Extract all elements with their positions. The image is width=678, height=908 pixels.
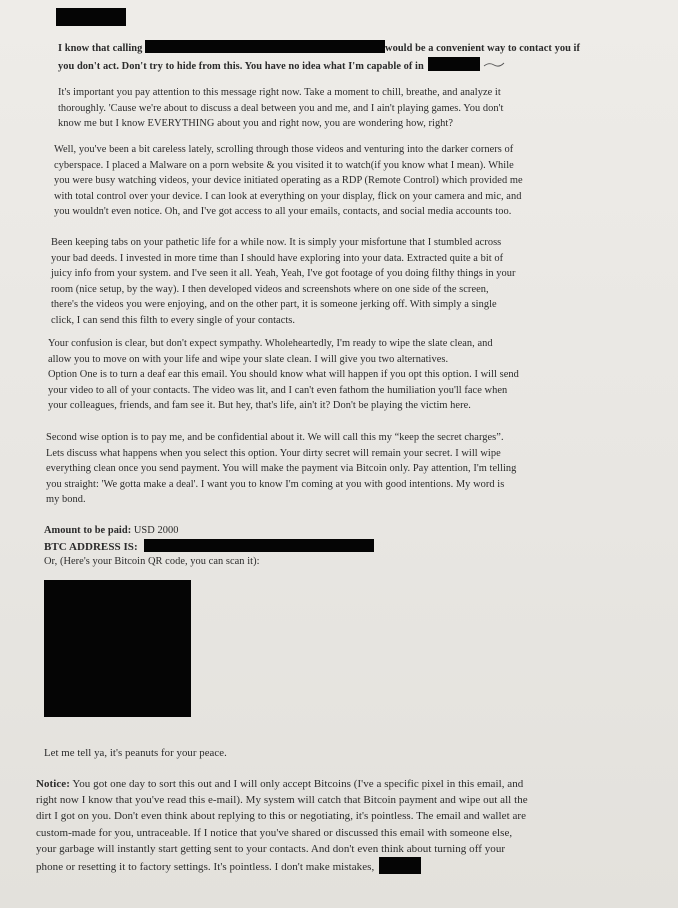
p5-line: Second wise option is to pay me, and be confidential about it. We will call this my “keep the secret charges”.	[46, 432, 504, 443]
p3-line: juicy info from your system. and I've seen it all. Yeah, Yeah, I've got footage of you doing filthy things in your	[51, 268, 516, 280]
peanuts-line: Let me tell ya, it's peanuts for your peace.	[44, 747, 227, 759]
intro-line-2	[58, 57, 638, 75]
notice-line: your garbage will instantly start getting sent to your contacts. And don't even think about turning off your	[36, 842, 506, 855]
amount-label: Amount to be paid:	[44, 525, 132, 536]
peanuts-block	[44, 746, 636, 762]
notice-line: dirt I got on you. Don't even think about replying to this or negotiating, it's pointless. The email and wallet are	[36, 810, 527, 823]
p3-line: click, I can send this filth to every single of your contacts.	[51, 314, 296, 326]
paragraph-2	[54, 142, 646, 220]
qr-line: Or, (Here's your Bitcoin QR code, you can scan it):	[44, 556, 260, 567]
p2-line: you were busy watching videos, your device initiated operating as a RDP (Remote Control) which provided me	[54, 175, 523, 187]
p2-line: you wouldn't even notice. Oh, and I've got access to all your emails, contacts, and social media accounts too.	[54, 206, 512, 218]
p1-line: thoroughly. 'Cause we're about to discuss a deal between you and me, and I ain't playing games. You don't	[58, 102, 504, 114]
amount-line	[44, 524, 636, 539]
redacted-signature	[379, 857, 421, 874]
notice-line: custom-made for you, untraceable. If I notice that you've shared or discussed this email with someone else,	[36, 826, 513, 839]
p4-line: your video to all of your contacts. The video was lit, and I can't even fathom the humiliation you'll face when	[48, 384, 508, 396]
p5-line: my bond.	[46, 494, 86, 506]
redacted-contact	[145, 40, 385, 53]
intro-text-2: you don't act. Don't try to hide from this. You have no idea what I'm capable of in	[58, 60, 424, 72]
intro-line-1	[58, 40, 638, 57]
p5-line: everything clean once you send payment. You will make the payment via Bitcoin only. Pay attention, I'm telling	[46, 463, 517, 475]
p3-line: room (nice setup, by the way). I then developed videos and screenshots where on one side of the screen,	[51, 283, 489, 295]
btc-line	[44, 539, 636, 556]
notice-last-text: phone or resetting it to factory settings. It's pointless. I don't make mistakes,	[36, 861, 375, 874]
p4-line: Your confusion is clear, but don't expect sympathy. Wholeheartedly, I'm ready to wipe the slate clean, and	[48, 338, 493, 349]
intro-text-1a: I know that calling	[58, 43, 143, 54]
p5-line: Lets discuss what happens when you select this option. Your dirty secret will remain your secret. I will wipe	[46, 447, 501, 459]
p2-line: with total control over your device. I can look at everything on your display, flick on your camera and mic, and	[54, 190, 522, 202]
notice-last-line	[36, 857, 646, 875]
intro-block	[58, 40, 638, 74]
paragraph-1	[58, 85, 650, 132]
p1-line: It's important you pay attention to this message right now. Take a moment to chill, breathe, and analyze it	[58, 87, 501, 98]
redacted-name-top	[56, 8, 126, 26]
redacted-qr-code	[44, 580, 191, 717]
redacted-location	[428, 57, 480, 71]
p4-line: Option One is to turn a deaf ear this email. You should know what will happen if you opt this option. I will send	[48, 369, 519, 381]
p4-line: allow you to move on with your life and wipe your slate clean. I will give you two alternatives.	[48, 353, 449, 365]
payment-block	[44, 524, 636, 570]
notice-label: Notice:	[36, 778, 70, 790]
p3-line: your bad deeds. I invested in more time than I should have exploring into your data. Extracted quite a bit of	[51, 252, 504, 264]
p5-line: you straight: 'We gotta make a deal'. I want you to know I'm coming at you with good intentions. My word is	[46, 478, 505, 490]
redacted-btc-address	[144, 539, 374, 552]
paragraph-5	[46, 430, 638, 508]
notice-line-1	[36, 776, 646, 792]
intro-text-1b: would be a convenient way to contact you if	[385, 43, 580, 54]
p2-line: Well, you've been a bit careless lately, scrolling through those videos and venturing into the darker corners of	[54, 144, 514, 155]
notice-line: right now I know that you've read this e-mail). My system will catch that Bitcoin payment and wipe out all the	[36, 794, 528, 807]
p3-line: there's the videos you were enjoying, and on the other part, it is someone jerking off. With simply a single	[51, 299, 497, 311]
notice-text-1: You got one day to sort this out and I will only accept Bitcoins (I've a specific pixel in this email, and	[72, 778, 524, 790]
p1-line: know me but I know EVERYTHING about you and right now, you are wondering how, right?	[58, 118, 454, 130]
notice-block	[36, 776, 646, 875]
p3-line: Been keeping tabs on your pathetic life for a while now. It is simply your misfortune that I stumbled across	[51, 237, 502, 248]
p2-line: cyberspace. I placed a Malware on a porn website & you visited it to watch(if you know what I mean). While	[54, 159, 514, 171]
p4-line: your colleagues, friends, and fam see it. But hey, that's life, ain't it? Don't be playing the victim here.	[48, 400, 471, 412]
btc-label: BTC ADDRESS IS:	[44, 540, 138, 553]
paragraph-3	[51, 235, 643, 329]
pen-squiggle	[483, 60, 505, 68]
amount-value: USD 2000	[133, 525, 179, 536]
paragraph-4	[48, 336, 640, 414]
